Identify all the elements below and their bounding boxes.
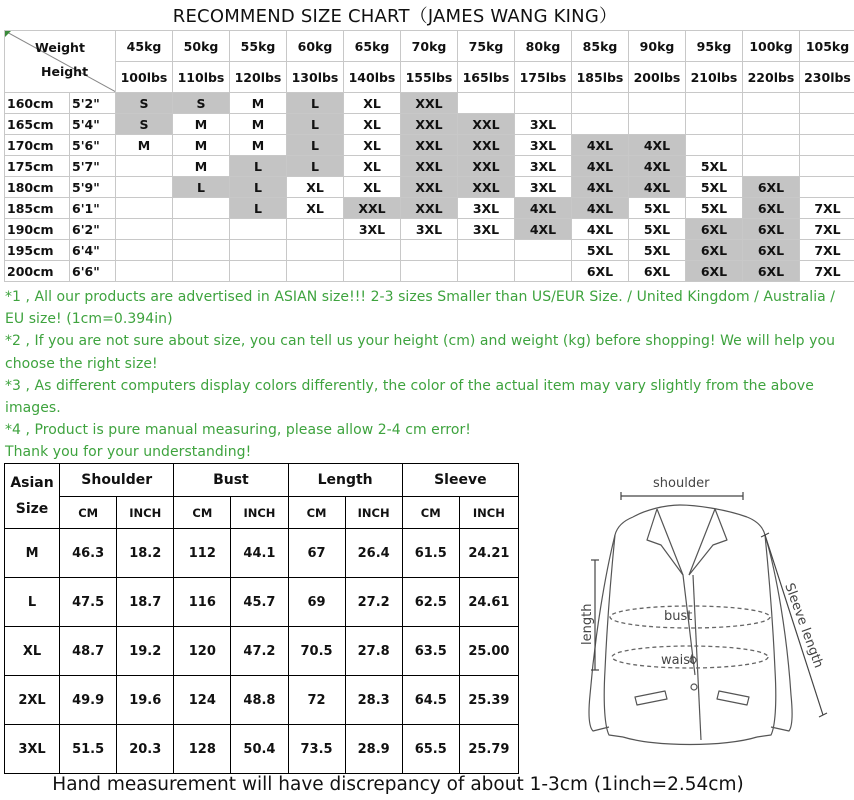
note-1: *1 , All our products are advertised in ASIAN size!!! 2-3 sizes Smaller than US/EUR Size. / United Kingdom / Australia / EU size! (1cm=0.394in) [5,289,836,328]
size-cell [800,114,854,135]
unit-cm: CM [288,497,345,529]
measurement-table [4,463,519,774]
size-cell [458,93,515,114]
size-cell [743,156,800,177]
size-cell: XL [344,93,401,114]
size-cell: L [230,177,287,198]
measurement-value: 28.9 [345,725,402,774]
size-cell: 4XL [572,135,629,156]
size-cell: XL [287,198,344,219]
size-cell: L [230,198,287,219]
height-ft: 5'4" [70,114,116,135]
height-cm: 190cm [5,219,70,240]
measurement-value: 64.5 [402,676,459,725]
size-cell: L [173,177,230,198]
size-cell: S [116,93,173,114]
height-ft: 6'6" [70,261,116,282]
note-thanks: Thank you for your understanding! [5,444,252,461]
weight-lbs-header: 185lbs [572,62,629,93]
unit-inch: INCH [345,497,402,529]
height-ft: 5'6" [70,135,116,156]
size-cell: 6XL [743,261,800,282]
size-cell: 4XL [572,156,629,177]
size-cell: XXL [401,93,458,114]
size-cell [458,240,515,261]
shoulder-label: shoulder [653,476,710,491]
weight-lbs-header: 220lbs [743,62,800,93]
weight-kg-header: 65kg [344,31,401,62]
size-cell: XL [344,135,401,156]
size-cell: 4XL [572,198,629,219]
size-cell: M [230,114,287,135]
weight-kg-header: 60kg [287,31,344,62]
measurement-value: 112 [174,529,231,578]
size-cell [116,198,173,219]
height-ft: 5'9" [70,177,116,198]
size-cell: XXL [401,198,458,219]
size-cell: 3XL [515,156,572,177]
size-cell: 6XL [572,261,629,282]
size-cell: 4XL [572,177,629,198]
measurement-value: 26.4 [345,529,402,578]
measurement-value: 61.5 [402,529,459,578]
measurement-value: 19.2 [117,627,174,676]
size-cell: M [230,135,287,156]
size-cell: S [173,93,230,114]
size-cell: 4XL [515,198,572,219]
measurement-value: 65.5 [402,725,459,774]
measurement-value: 124 [174,676,231,725]
size-row [5,135,854,156]
size-cell [572,93,629,114]
size-cell: XXL [401,177,458,198]
note-4: *4 , Product is pure manual measuring, please allow 2-4 cm error! [5,422,471,439]
height-ft: 6'2" [70,219,116,240]
size-row [5,219,854,240]
weight-label: Weight [35,40,85,55]
size-cell: 7XL [800,198,854,219]
size-cell: XXL [458,135,515,156]
size-cell [116,156,173,177]
size-cell [173,261,230,282]
measurement-value: 18.2 [117,529,174,578]
size-cell: 4XL [629,135,686,156]
size-cell [116,240,173,261]
asian-size: XL [5,627,60,676]
size-cell [287,219,344,240]
size-cell: L [287,135,344,156]
size-cell: 6XL [686,240,743,261]
size-cell: 7XL [800,261,854,282]
size-cell [629,114,686,135]
jacket-diagram [565,465,835,765]
size-cell: XXL [401,156,458,177]
weight-kg-header: 80kg [515,31,572,62]
size-cell: M [230,93,287,114]
size-cell: 3XL [344,219,401,240]
measurement-value: 51.5 [60,725,117,774]
size-cell: 3XL [458,198,515,219]
size-cell: 3XL [515,114,572,135]
weight-kg-header: 55kg [230,31,287,62]
unit-inch: INCH [459,497,518,529]
size-cell: 7XL [800,219,854,240]
size-cell [230,240,287,261]
height-cm: 195cm [5,240,70,261]
sleeve-header: Sleeve [402,464,518,497]
size-cell [686,93,743,114]
measurement-value: 25.00 [459,627,518,676]
size-cell: 6XL [743,240,800,261]
size-cell: 3XL [458,219,515,240]
asian-size: 2XL [5,676,60,725]
measurement-value: 24.21 [459,529,518,578]
height-label: Height [41,64,89,79]
waist-label: waist [661,653,696,668]
size-cell: 4XL [572,219,629,240]
size-cell [686,135,743,156]
size-row [5,114,854,135]
unit-cm: CM [402,497,459,529]
unit-inch: INCH [231,497,288,529]
measurement-row [5,578,519,627]
weight-lbs-header: 110lbs [173,62,230,93]
size-row [5,156,854,177]
size-cell: 5XL [629,219,686,240]
size-cell [800,93,854,114]
measurement-value: 27.8 [345,627,402,676]
size-cell: L [230,156,287,177]
height-ft: 5'7" [70,156,116,177]
measurement-row [5,627,519,676]
weight-lbs-header: 120lbs [230,62,287,93]
weight-lbs-header: 165lbs [458,62,515,93]
size-cell: 3XL [515,135,572,156]
measurement-value: 20.3 [117,725,174,774]
size-cell: 5XL [686,198,743,219]
measurement-value: 46.3 [60,529,117,578]
size-cell [116,219,173,240]
measurement-value: 62.5 [402,578,459,627]
size-cell: 6XL [743,198,800,219]
size-cell [173,198,230,219]
weight-lbs-header: 140lbs [344,62,401,93]
note-3: *3 , As different computers display colors differently, the color of the actual item may vary slightly from the above images. [5,377,814,417]
height-ft: 6'1" [70,198,116,219]
size-cell: XXL [458,156,515,177]
size-cell: XL [344,114,401,135]
size-cell: 6XL [743,177,800,198]
size-cell: XXL [401,135,458,156]
size-cell [572,114,629,135]
size-cell [629,93,686,114]
measurement-value: 128 [174,725,231,774]
weight-kg-header: 90kg [629,31,686,62]
weight-lbs-header: 155lbs [401,62,458,93]
size-cell: 4XL [629,177,686,198]
measurement-value: 48.8 [231,676,288,725]
asian-size: 3XL [5,725,60,774]
weight-lbs-header: 210lbs [686,62,743,93]
height-ft: 5'2" [70,93,116,114]
size-cell: L [287,156,344,177]
size-cell: 5XL [686,177,743,198]
size-cell [401,240,458,261]
measurement-value: 24.61 [459,578,518,627]
weight-kg-header: 70kg [401,31,458,62]
measurement-row [5,529,519,578]
size-row [5,240,854,261]
measurement-row [5,676,519,725]
measurement-value: 48.7 [60,627,117,676]
bust-label: bust [664,609,693,624]
size-cell [287,261,344,282]
measurement-value: 19.6 [117,676,174,725]
size-row [5,93,854,114]
size-cell: S [116,114,173,135]
size-cell: M [116,135,173,156]
size-cell [230,261,287,282]
weight-kg-header: 50kg [173,31,230,62]
size-cell: 5XL [572,240,629,261]
size-cell: XXL [458,177,515,198]
weight-height-corner [5,31,116,93]
unit-cm: CM [174,497,231,529]
size-cell [686,114,743,135]
measurement-value: 116 [174,578,231,627]
measurement-value: 120 [174,627,231,676]
measurement-value: 25.79 [459,725,518,774]
size-cell: 4XL [515,219,572,240]
measurement-value: 63.5 [402,627,459,676]
measurement-value: 27.2 [345,578,402,627]
weight-lbs-header: 130lbs [287,62,344,93]
measurement-value: 69 [288,578,345,627]
length-label: length [580,603,595,645]
asian-size: M [5,529,60,578]
size-cell [401,261,458,282]
size-cell [800,135,854,156]
sleeve-length-label: Sleeve length [781,581,826,671]
size-cell: XL [287,177,344,198]
size-cell [800,156,854,177]
notes [5,286,850,464]
size-cell [344,261,401,282]
weight-kg-header: 75kg [458,31,515,62]
size-cell [287,240,344,261]
measurement-value: 28.3 [345,676,402,725]
size-cell [173,240,230,261]
size-cell: L [287,93,344,114]
weight-lbs-header: 230lbs [800,62,854,93]
note-2: *2 , If you are not sure about size, you can tell us your height (cm) and weight (kg) before shopping! We will help you choose the right size! [5,333,835,372]
height-ft: 6'4" [70,240,116,261]
weight-lbs-header: 200lbs [629,62,686,93]
size-cell: XXL [401,114,458,135]
height-cm: 160cm [5,93,70,114]
size-chart-table [4,30,854,282]
size-cell: XL [344,156,401,177]
size-cell: 6XL [686,219,743,240]
size-cell: M [173,156,230,177]
size-cell [743,114,800,135]
size-cell: 3XL [515,177,572,198]
size-cell: M [173,135,230,156]
height-cm: 175cm [5,156,70,177]
measurement-value: 44.1 [231,529,288,578]
size-cell: 6XL [686,261,743,282]
size-cell [743,93,800,114]
size-cell [743,135,800,156]
size-row [5,198,854,219]
height-cm: 200cm [5,261,70,282]
height-cm: 180cm [5,177,70,198]
weight-lbs-header: 100lbs [116,62,173,93]
size-cell [230,219,287,240]
size-cell: M [173,114,230,135]
size-cell: 5XL [629,240,686,261]
unit-inch: INCH [117,497,174,529]
footer-note: Hand measurement will have discrepancy of about 1-3cm (1inch=2.54cm) [52,774,744,795]
unit-cm: CM [60,497,117,529]
weight-lbs-header: 175lbs [515,62,572,93]
size-cell: XXL [344,198,401,219]
size-row [5,177,854,198]
size-cell [800,177,854,198]
height-cm: 170cm [5,135,70,156]
size-cell [173,219,230,240]
size-cell [116,177,173,198]
measurement-value: 67 [288,529,345,578]
bust-header: Bust [174,464,288,497]
size-row [5,261,854,282]
size-cell [458,261,515,282]
size-cell: XL [344,177,401,198]
size-cell [515,93,572,114]
measurement-value: 25.39 [459,676,518,725]
weight-kg-header: 45kg [116,31,173,62]
size-cell [515,261,572,282]
size-cell: 3XL [401,219,458,240]
size-cell: 6XL [743,219,800,240]
asian-size-header: Asian Size [5,464,60,529]
shoulder-header: Shoulder [60,464,174,497]
height-cm: 185cm [5,198,70,219]
chart-title: RECOMMEND SIZE CHART（JAMES WANG KING） [172,6,618,27]
measurement-value: 73.5 [288,725,345,774]
weight-kg-header: 100kg [743,31,800,62]
size-cell: 5XL [629,198,686,219]
weight-kg-header: 85kg [572,31,629,62]
height-cm: 165cm [5,114,70,135]
size-cell: 7XL [800,240,854,261]
weight-kg-header: 105kg [800,31,854,62]
measurement-value: 49.9 [60,676,117,725]
measurement-value: 70.5 [288,627,345,676]
measurement-value: 47.5 [60,578,117,627]
size-cell [116,261,173,282]
size-cell: XXL [458,114,515,135]
measurement-value: 72 [288,676,345,725]
measurement-row [5,725,519,774]
size-cell: L [287,114,344,135]
measurement-value: 47.2 [231,627,288,676]
size-cell [344,240,401,261]
size-cell: 6XL [629,261,686,282]
size-cell: 5XL [686,156,743,177]
measurement-value: 45.7 [231,578,288,627]
weight-kg-header: 95kg [686,31,743,62]
asian-size: L [5,578,60,627]
measurement-value: 18.7 [117,578,174,627]
size-cell: 4XL [629,156,686,177]
measurement-value: 50.4 [231,725,288,774]
length-header: Length [288,464,402,497]
size-cell [515,240,572,261]
